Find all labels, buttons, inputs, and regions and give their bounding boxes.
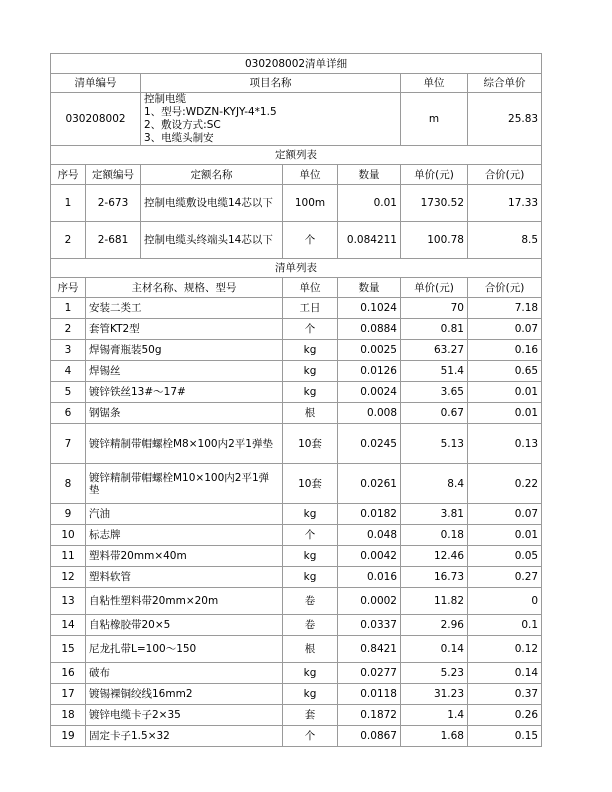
material-cell: 0.0002 <box>338 588 401 615</box>
material-row <box>51 319 542 340</box>
material-row <box>51 298 542 319</box>
material-header-cell: 单价(元) <box>401 278 468 298</box>
material-cell: 钢锯条 <box>86 403 283 424</box>
material-cell: 0.0182 <box>338 504 401 525</box>
material-cell: 0.0245 <box>338 424 401 464</box>
material-cell: 6 <box>51 403 86 424</box>
quota-cell: 2-673 <box>86 185 141 222</box>
material-cell: 31.23 <box>401 684 468 705</box>
quota-cell: 100.78 <box>401 222 468 259</box>
material-cell: 0.0277 <box>338 663 401 684</box>
quota-cell: 个 <box>283 222 338 259</box>
material-row <box>51 567 542 588</box>
material-cell: 0.0126 <box>338 361 401 382</box>
quota-cell: 控制电缆敷设电缆14芯以下 <box>141 185 283 222</box>
material-section-title: 清单列表 <box>51 259 542 278</box>
material-cell: 0.8421 <box>338 636 401 663</box>
quota-cell: 1730.52 <box>401 185 468 222</box>
material-cell: 汽油 <box>86 504 283 525</box>
list-item-code: 030208002 <box>51 93 141 146</box>
material-cell: 10 <box>51 525 86 546</box>
material-cell: kg <box>283 663 338 684</box>
material-row <box>51 726 542 747</box>
material-cell: 焊锡膏瓶装50g <box>86 340 283 361</box>
material-cell: kg <box>283 504 338 525</box>
quota-cell: 1 <box>51 185 86 222</box>
material-cell: 安装二类工 <box>86 298 283 319</box>
list-item-name-line: 控制电缆 <box>144 93 186 105</box>
material-cell: 3.81 <box>401 504 468 525</box>
material-cell: 8.4 <box>401 464 468 504</box>
material-cell: 塑料带20mm×40m <box>86 546 283 567</box>
material-cell: 0.0042 <box>338 546 401 567</box>
material-cell: 0 <box>468 588 542 615</box>
material-cell: 0.26 <box>468 705 542 726</box>
list-price-header: 综合单价 <box>468 74 542 93</box>
material-header-cell: 数量 <box>338 278 401 298</box>
list-name-header: 项目名称 <box>141 74 401 93</box>
material-cell: 0.1872 <box>338 705 401 726</box>
material-cell: 0.0337 <box>338 615 401 636</box>
material-cell: 12 <box>51 567 86 588</box>
list-header-row <box>51 74 542 93</box>
material-cell: 0.27 <box>468 567 542 588</box>
material-cell: kg <box>283 361 338 382</box>
material-cell: 16 <box>51 663 86 684</box>
material-row <box>51 588 542 615</box>
material-cell: 4 <box>51 361 86 382</box>
material-row <box>51 546 542 567</box>
material-cell: 镀锌精制带帽螺栓M10×100内2平1弹垫 <box>86 464 283 504</box>
material-row <box>51 705 542 726</box>
quota-cell: 17.33 <box>468 185 542 222</box>
material-header-row <box>51 278 542 298</box>
material-cell: 0.13 <box>468 424 542 464</box>
material-cell: 13 <box>51 588 86 615</box>
material-cell: 0.14 <box>401 636 468 663</box>
list-item-name-line: 2、敷设方式:SC <box>144 119 221 131</box>
material-header-cell: 单位 <box>283 278 338 298</box>
quota-header-cell: 定额编号 <box>86 165 141 185</box>
material-cell: 0.16 <box>468 340 542 361</box>
quota-header-cell: 单位 <box>283 165 338 185</box>
material-row <box>51 615 542 636</box>
material-cell: 0.016 <box>338 567 401 588</box>
quota-header-cell: 合价(元) <box>468 165 542 185</box>
quota-cell: 0.01 <box>338 185 401 222</box>
material-cell: kg <box>283 382 338 403</box>
material-cell: 11 <box>51 546 86 567</box>
material-row <box>51 525 542 546</box>
list-code-header: 清单编号 <box>51 74 141 93</box>
list-item-row <box>51 93 542 146</box>
material-row <box>51 403 542 424</box>
material-cell: 15 <box>51 636 86 663</box>
material-header-cell: 主材名称、规格、型号 <box>86 278 283 298</box>
material-cell: 0.37 <box>468 684 542 705</box>
material-cell: kg <box>283 340 338 361</box>
quota-header-cell: 单价(元) <box>401 165 468 185</box>
quota-cell: 2-681 <box>86 222 141 259</box>
material-cell: 0.0024 <box>338 382 401 403</box>
quota-header-cell: 定额名称 <box>141 165 283 185</box>
material-cell: 12.46 <box>401 546 468 567</box>
quota-header-cell: 序号 <box>51 165 86 185</box>
material-cell: 0.01 <box>468 382 542 403</box>
material-cell: 70 <box>401 298 468 319</box>
list-item-name <box>141 93 401 146</box>
material-cell: 51.4 <box>401 361 468 382</box>
quota-row <box>51 222 542 259</box>
material-cell: 自粘性塑料带20mm×20m <box>86 588 283 615</box>
material-cell: 尼龙扎带L=100～150 <box>86 636 283 663</box>
material-cell: 标志牌 <box>86 525 283 546</box>
material-cell: 0.0261 <box>338 464 401 504</box>
material-cell: 镀锡裸铜绞线16mm2 <box>86 684 283 705</box>
quota-cell: 控制电缆头终端头14芯以下 <box>141 222 283 259</box>
material-cell: 个 <box>283 525 338 546</box>
material-cell: 2.96 <box>401 615 468 636</box>
material-cell: 0.07 <box>468 319 542 340</box>
material-cell: 0.15 <box>468 726 542 747</box>
material-cell: 63.27 <box>401 340 468 361</box>
material-cell: 0.14 <box>468 663 542 684</box>
material-cell: 0.0118 <box>338 684 401 705</box>
material-row <box>51 340 542 361</box>
material-cell: kg <box>283 567 338 588</box>
material-header-cell: 合价(元) <box>468 278 542 298</box>
material-header-cell: 序号 <box>51 278 86 298</box>
list-item-name-line: 1、型号:WDZN-KYJY-4*1.5 <box>144 106 277 118</box>
quota-cell: 100m <box>283 185 338 222</box>
material-cell: 根 <box>283 636 338 663</box>
quota-cell: 0.084211 <box>338 222 401 259</box>
material-cell: 个 <box>283 319 338 340</box>
material-cell: 14 <box>51 615 86 636</box>
quota-section-title: 定额列表 <box>51 146 542 165</box>
material-cell: 自粘橡胶带20×5 <box>86 615 283 636</box>
material-cell: 焊锡丝 <box>86 361 283 382</box>
material-cell: 固定卡子1.5×32 <box>86 726 283 747</box>
material-cell: 0.0025 <box>338 340 401 361</box>
material-cell: 0.1024 <box>338 298 401 319</box>
material-cell: 镀锌精制带帽螺栓M8×100内2平1弹垫 <box>86 424 283 464</box>
material-cell: 镀锌电缆卡子2×35 <box>86 705 283 726</box>
material-cell: 根 <box>283 403 338 424</box>
table-title-row <box>51 54 542 74</box>
material-cell: 0.18 <box>401 525 468 546</box>
material-row <box>51 636 542 663</box>
material-row <box>51 361 542 382</box>
material-cell: 5.23 <box>401 663 468 684</box>
material-cell: 16.73 <box>401 567 468 588</box>
material-cell: 5 <box>51 382 86 403</box>
material-cell: 个 <box>283 726 338 747</box>
material-cell: 套管KT2型 <box>86 319 283 340</box>
material-cell: 0.0884 <box>338 319 401 340</box>
material-cell: 1 <box>51 298 86 319</box>
list-item-price: 25.83 <box>468 93 542 146</box>
table-title: 030208002清单详细 <box>51 54 542 74</box>
material-cell: 1.4 <box>401 705 468 726</box>
material-cell: 0.01 <box>468 403 542 424</box>
material-cell: 工日 <box>283 298 338 319</box>
list-item-unit: m <box>401 93 468 146</box>
material-cell: 0.67 <box>401 403 468 424</box>
material-cell: 7.18 <box>468 298 542 319</box>
material-cell: 0.0867 <box>338 726 401 747</box>
material-cell: 镀锌铁丝13#～17# <box>86 382 283 403</box>
material-cell: 破布 <box>86 663 283 684</box>
material-cell: 8 <box>51 464 86 504</box>
material-cell: kg <box>283 684 338 705</box>
material-cell: 0.01 <box>468 525 542 546</box>
quota-header-cell: 数量 <box>338 165 401 185</box>
material-row <box>51 504 542 525</box>
quota-section-row <box>51 146 542 165</box>
material-cell: 0.008 <box>338 403 401 424</box>
material-rows <box>51 298 542 747</box>
material-cell: 10套 <box>283 464 338 504</box>
material-cell: 10套 <box>283 424 338 464</box>
quota-row <box>51 185 542 222</box>
material-cell: 1.68 <box>401 726 468 747</box>
material-cell: kg <box>283 546 338 567</box>
bill-detail-table <box>50 53 542 747</box>
quota-cell: 2 <box>51 222 86 259</box>
material-cell: 塑料软管 <box>86 567 283 588</box>
list-unit-header: 单位 <box>401 74 468 93</box>
material-cell: 3.65 <box>401 382 468 403</box>
material-row <box>51 464 542 504</box>
material-cell: 0.1 <box>468 615 542 636</box>
material-row <box>51 684 542 705</box>
material-cell: 7 <box>51 424 86 464</box>
material-cell: 5.13 <box>401 424 468 464</box>
material-row <box>51 424 542 464</box>
quota-cell: 8.5 <box>468 222 542 259</box>
material-cell: 卷 <box>283 615 338 636</box>
material-section-row <box>51 259 542 278</box>
material-cell: 0.07 <box>468 504 542 525</box>
material-row <box>51 382 542 403</box>
material-cell: 9 <box>51 504 86 525</box>
list-item-name-line: 3、电缆头制安 <box>144 132 214 144</box>
material-cell: 0.65 <box>468 361 542 382</box>
material-cell: 0.12 <box>468 636 542 663</box>
material-cell: 11.82 <box>401 588 468 615</box>
material-cell: 2 <box>51 319 86 340</box>
material-cell: 0.05 <box>468 546 542 567</box>
material-cell: 17 <box>51 684 86 705</box>
material-row <box>51 663 542 684</box>
material-cell: 套 <box>283 705 338 726</box>
material-cell: 卷 <box>283 588 338 615</box>
quota-header-row <box>51 165 542 185</box>
material-cell: 0.048 <box>338 525 401 546</box>
material-cell: 0.22 <box>468 464 542 504</box>
material-cell: 19 <box>51 726 86 747</box>
material-cell: 3 <box>51 340 86 361</box>
material-cell: 0.81 <box>401 319 468 340</box>
material-cell: 18 <box>51 705 86 726</box>
